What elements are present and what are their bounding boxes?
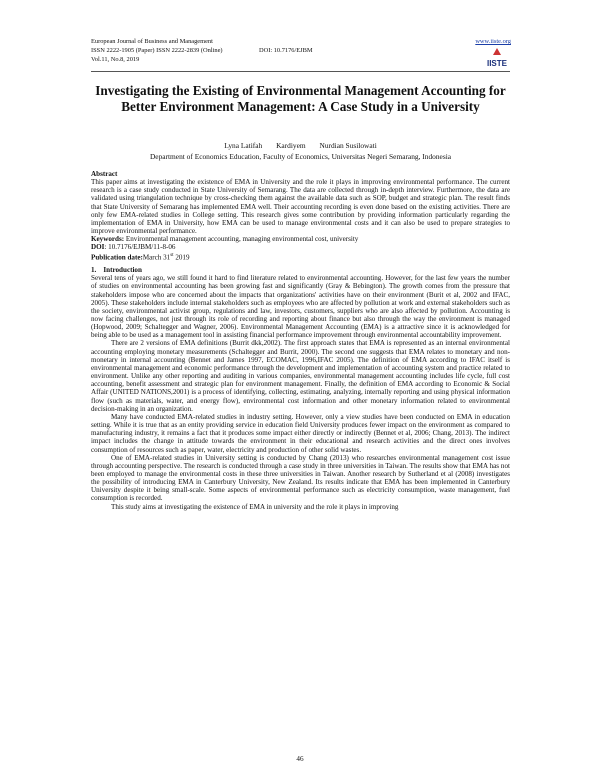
- body-paragraph: Several tens of years ago, we still found it hard to find literature related to environmental accounting. However, for the last few years the number of studies on environmental accounting has been growing fast and significantly (Gray & Bebington). The growth comes from the pressure that stakeholders impose who are concerned about the impacts that organizations' activities have on their environment (Burit et al, 2002 and IFAC, 2005). These stakeholders include internal stakeholders such as employees who are affected by pollution at work and external stakeholders such as the society, environmental activist group, regulations and law, investors, customers, suppliers who are also affected by pollution. Accounting is now facing challenges, not just through its role of recording and reporting about finance but also through the way the environment is managed (Hopwood, 2009; Schaltegger and Wagner, 2006). Environmental Management Accounting (EMA) is a attractive since it is acknowledged for being able to be used as a management tool in assisting financial performance improvement through environmental accountability improvement.: [91, 274, 510, 340]
- author-name: Kardiyem: [276, 141, 306, 150]
- publication-date-line: [91, 252, 510, 262]
- publication-date-value: March 31: [142, 252, 171, 261]
- page-number: 46: [296, 755, 304, 763]
- body-paragraph: This study aims at investigating the existence of EMA in university and the role it plays in improving: [111, 502, 399, 511]
- journal-name: European Journal of Business and Management: [91, 38, 213, 45]
- keywords-label: Keywords:: [91, 235, 125, 244]
- running-header: [91, 37, 511, 64]
- paper-body: [91, 170, 510, 511]
- paper-title: Investigating the Existing of Environmental Management Accounting for Better Environment Management: A Case Study in a University: [95, 83, 506, 114]
- author-name: Lyna Latifah: [224, 141, 263, 150]
- abstract-text: This paper aims at investigating the existence of EMA in University and the role it plays in improving environmental performance. The current research is a case study conducted in State University of Semarang. The data are collected through in-depth interview. Furthermore, the data are validated using triangulation technique by cross-checking them against the available data such as SOP, budget and strategic plan. The result finds that State University of Semarang has implemented EMA well. Their accounting recording is even done based on the existing activities. There are only few EMA-related studies in College setting. This research gives some contribution by providing information particularly regarding the implementation of EMA in University, how EMA can be used to manage environmental costs and it can also be used to prepare strategies to improve environmental performance.: [91, 178, 510, 236]
- abstract-heading: Abstract: [91, 170, 118, 178]
- publication-date-label: Publication date:: [91, 252, 143, 261]
- section-heading-introduction: 1. Introduction: [91, 266, 142, 275]
- doi-value: : 10.7176/EJBM/11-8-06: [104, 243, 176, 252]
- keywords-value: Environmental management accounting, managing environmental cost, university: [125, 235, 359, 244]
- doi-label: DOI: [91, 243, 105, 252]
- doi-line: [91, 243, 510, 251]
- publication-date-suffix: st: [170, 252, 174, 258]
- publication-date-year: 2019: [173, 252, 190, 261]
- body-paragraph: One of EMA-related studies in University setting is conducted by Chang (2013) who researches environmental management cost issue through accounting perspective. The research is conducted through a case study in three universities in Taiwan. The results show that EMA has not been employed to manage the environmental costs in these three universities in Taiwan. Another research by Sutherland et al (2008) investigates the possibility of introducing EMA in Canterbury University, New Zealand. Its results indicate that EMA has been implemented in Canterbury University despite it being small-scale. Some aspects of environmental performance such as electricity consumption, waste management, fuel consumption is recorded.: [91, 453, 510, 503]
- iiste-logo: [484, 47, 510, 69]
- logo-flame-shape: [493, 48, 501, 55]
- journal-doi: DOI: 10.7176/EJBM: [259, 47, 313, 54]
- affiliation: Department of Economics Education, Faculty of Economics, Universitas Negeri Semarang, Indonesia: [149, 152, 452, 161]
- journal-url-link[interactable]: www.iiste.org: [475, 38, 511, 45]
- body-paragraph: Many have conducted EMA-related studies in industry setting. However, only a view studies have been conducted on EMA in education setting. While it is true that as an entity providing service in education field University produces fewer impact on the environment as compared to manufacturing industry, it remains a fact that it produces some impact either directly or indirectly (Bennet et al, 2006; Chang, 2013). The indirect impact includes the change in attitude towards the environment in their educational and research activities and the direct ones involves consumption of resources such as paper, water, electricity and production of other solid wastes.: [91, 412, 510, 454]
- logo-text: IISTE: [486, 59, 508, 68]
- author-list: [91, 141, 510, 150]
- volume-line: Vol.11, No.8, 2019: [91, 56, 140, 63]
- author-name: Nurdian Susilowati: [319, 141, 377, 150]
- body-paragraph: There are 2 versions of EMA definitions (Burrit dkk,2002). The first approach states that EMA is represented as an internal environmental accounting employing monetary measurements (Schaltegger and Burrit, 2000). The second one suggests that EMA relates to monetary and non-monetary in internal accounting (Bennet and James 1997, ECOMAC, 1996,IFAC 2005). The definition of EMA according to IFAC itself is environmental management and economic performance through the development and implementation of accounting system and practice related to environment. Unlike any other reporting and auditing in various companies, environmental management accounting includes life cycle, full cost accounting, benefit assessment and strategic plan for environment management. Finally, the definition of EMA according to Economic & Social Affair (UNITED NATIONS,2001) is a process of identifying, collecting, estimating, analyzing, internally reporting and using physical information flow (such as materials, water, and energy flow), environmental cost information and other monetary information related to environmental decision-making in an organization.: [91, 339, 510, 413]
- header-divider: [91, 71, 510, 72]
- issn-line: ISSN 2222-1905 (Paper) ISSN 2222-2839 (Online): [91, 47, 223, 54]
- keywords-line: [91, 235, 510, 243]
